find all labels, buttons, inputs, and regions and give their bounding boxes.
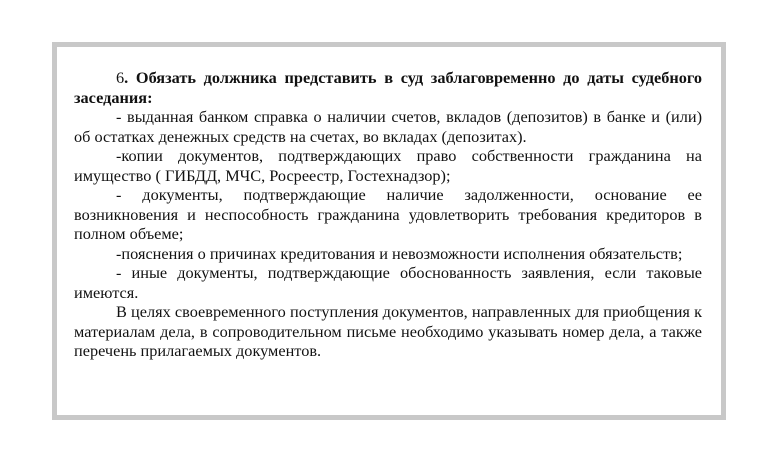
list-item-debt-documents: - документы, подтверждающие наличие задолженности, основание ее возникновения и неспособность гражданина удовлетворить требования кредиторов в полном объеме; xyxy=(74,185,702,243)
section-title: . Обязать должника представить в суд заблаговременно до даты судебного заседания: xyxy=(74,68,702,107)
section-heading xyxy=(74,68,702,107)
document-text xyxy=(74,68,702,361)
list-item-other-documents: - иные документы, подтверждающие обоснованность заявления, если таковые имеются. xyxy=(74,263,702,302)
closing-paragraph: В целях своевременного поступления документов, направленных для приобщения к материалам дела, в сопроводительном письме необходимо указывать номер дела, а также перечень прилагаемых документов. xyxy=(74,302,702,360)
list-item-bank-statement: - выданная банком справка о наличии счетов, вкладов (депозитов) в банке и (или) об остатках денежных средств на счетах, во вкладах (депозитах). xyxy=(74,107,702,146)
list-item-credit-explanation: -пояснения о причинах кредитования и невозможности исполнения обязательств; xyxy=(116,243,683,263)
list-item-property-documents: -копии документов, подтверждающих право собственности гражданина на имущество ( ГИБДД, МЧС, Росреестр, Гостехнадзор); xyxy=(74,146,702,185)
section-number: 6 xyxy=(116,68,125,87)
document-frame xyxy=(52,42,726,420)
